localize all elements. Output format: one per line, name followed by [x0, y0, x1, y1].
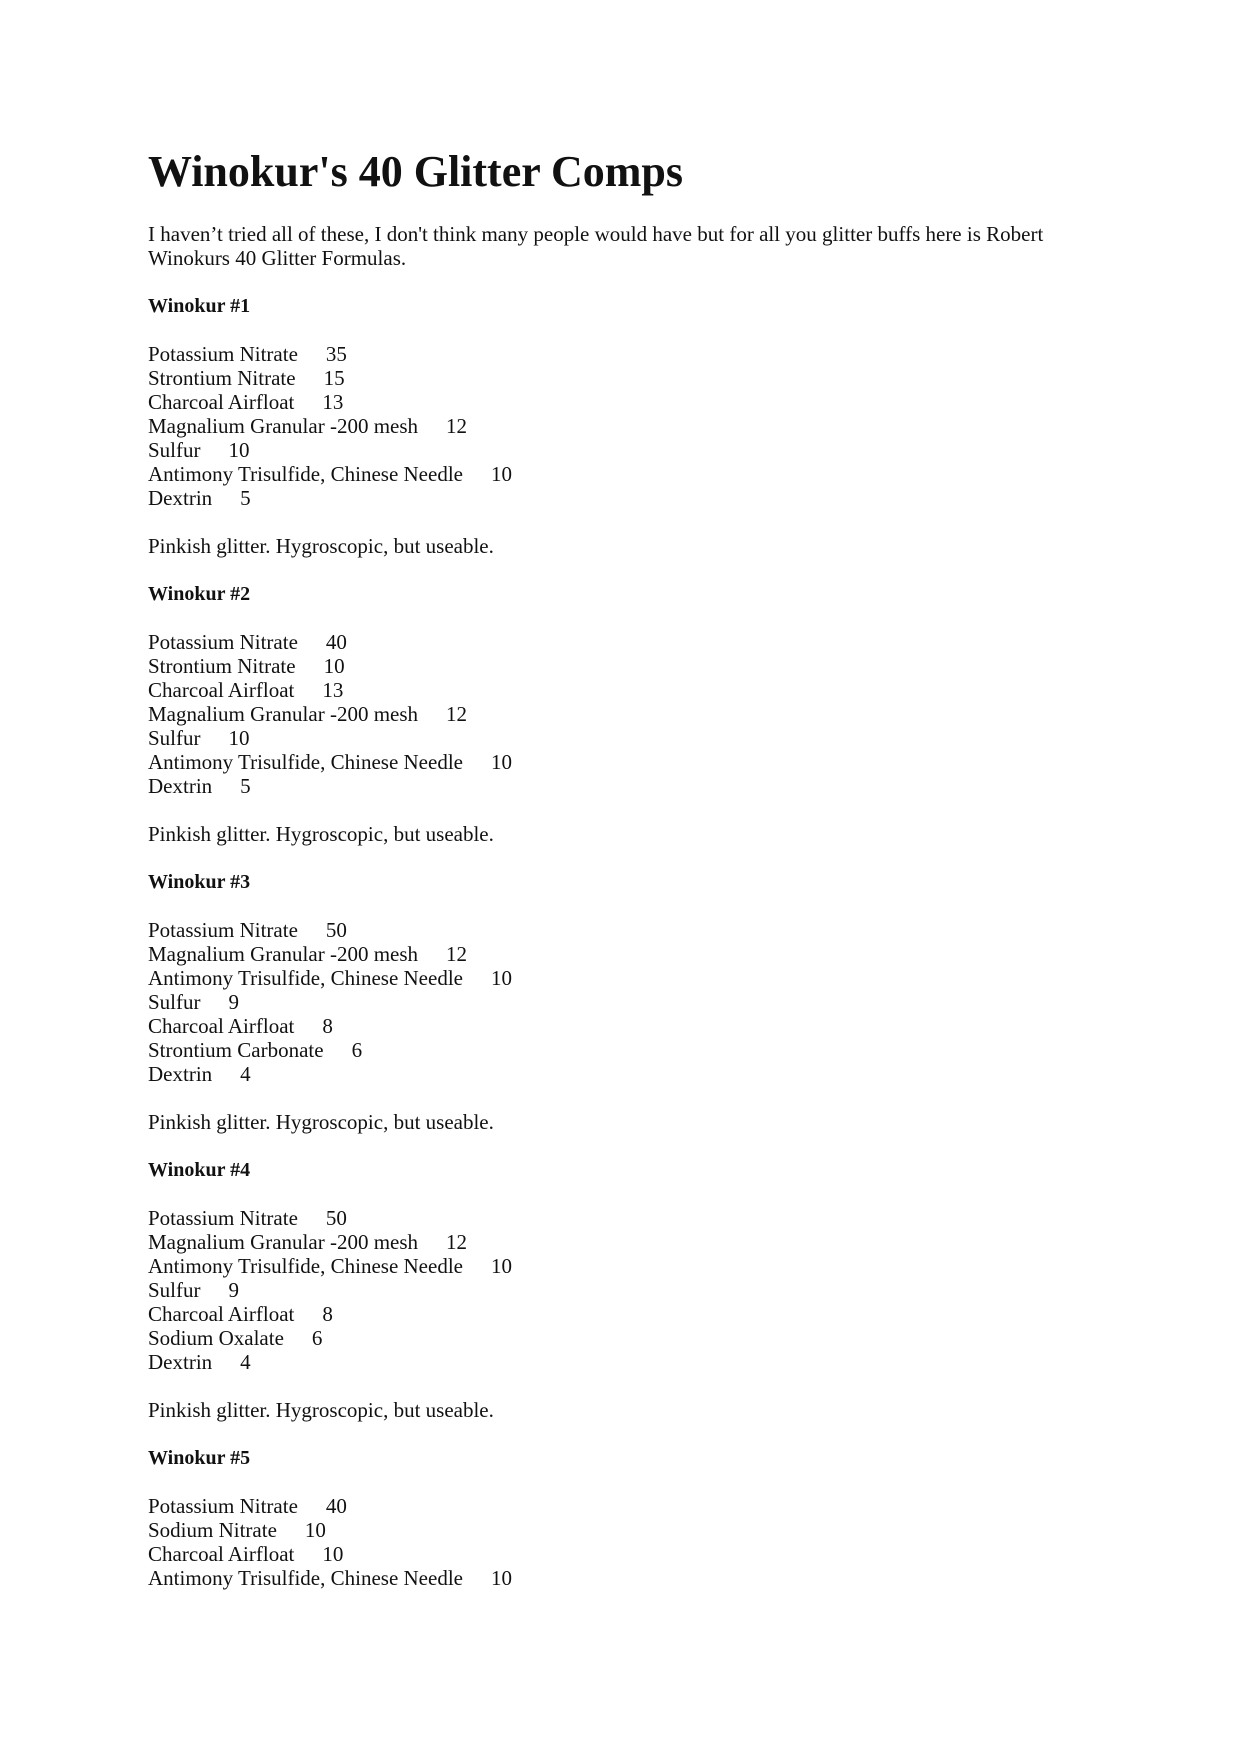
- ingredient-row: [148, 462, 1108, 486]
- formula-note: Pinkish glitter. Hygroscopic, but useable.: [148, 534, 494, 558]
- ingredient-amount: 6: [351, 1038, 363, 1062]
- formula-list: [148, 294, 1108, 1590]
- ingredient-name: Magnalium Granular -200 mesh: [148, 702, 419, 726]
- ingredient-amount: 5: [240, 486, 251, 510]
- ingredient-name: Antimony Trisulfide, Chinese Needle: [148, 966, 463, 990]
- ingredient-amount: 9: [228, 1278, 239, 1302]
- ingredient-amount: 10: [490, 1254, 512, 1278]
- ingredient-row: [148, 654, 1108, 678]
- ingredient-amount: 12: [446, 942, 468, 966]
- formula-section: [148, 1446, 1108, 1590]
- ingredient-row: [148, 1350, 1108, 1374]
- ingredient-name: Antimony Trisulfide, Chinese Needle: [148, 462, 463, 486]
- formula-title: Winokur #1: [148, 295, 251, 317]
- ingredient-row: [148, 630, 1108, 654]
- ingredient-name: Potassium Nitrate: [148, 918, 298, 942]
- ingredient-name: Strontium Nitrate: [148, 654, 296, 678]
- ingredient-name: Charcoal Airfloat: [148, 390, 295, 414]
- ingredient-amount: 9: [228, 990, 239, 1014]
- ingredient-amount: 12: [446, 414, 468, 438]
- ingredient-amount: 8: [322, 1302, 333, 1326]
- ingredient-amount: 40: [325, 630, 347, 654]
- ingredient-row: [148, 774, 1108, 798]
- ingredient-amount: 50: [325, 918, 347, 942]
- ingredient-name: Potassium Nitrate: [148, 1494, 298, 1518]
- ingredient-name: Sodium Nitrate: [148, 1518, 277, 1542]
- ingredient-name: Sodium Oxalate: [148, 1326, 284, 1350]
- ingredient-row: [148, 1518, 1108, 1542]
- ingredient-amount: 5: [240, 774, 251, 798]
- ingredient-name: Potassium Nitrate: [148, 1206, 298, 1230]
- ingredient-amount: 4: [240, 1350, 251, 1374]
- ingredient-amount: 12: [446, 1230, 468, 1254]
- ingredient-name: Dextrin: [148, 486, 213, 510]
- ingredient-row: [148, 990, 1108, 1014]
- ingredient-amount: 10: [323, 654, 345, 678]
- ingredient-row: [148, 1038, 1108, 1062]
- ingredient-row: [148, 390, 1108, 414]
- ingredient-name: Strontium Nitrate: [148, 366, 296, 390]
- ingredient-name: Charcoal Airfloat: [148, 1014, 295, 1038]
- intro-paragraph: I haven’t tried all of these, I don't think many people would have but for all you glitter buffs here is Robert Winokurs 40 Glitter Formulas.: [148, 222, 1044, 270]
- ingredient-amount: 10: [490, 462, 512, 486]
- ingredient-amount: 10: [304, 1518, 326, 1542]
- document-page: [148, 142, 1108, 1614]
- formula-section: [148, 870, 1108, 1134]
- ingredient-row: [148, 1494, 1108, 1518]
- ingredient-row: [148, 366, 1108, 390]
- ingredient-amount: 10: [228, 726, 250, 750]
- ingredient-row: [148, 1542, 1108, 1566]
- ingredient-row: [148, 918, 1108, 942]
- ingredient-name: Dextrin: [148, 1062, 213, 1086]
- ingredient-row: [148, 942, 1108, 966]
- ingredient-row: [148, 1254, 1108, 1278]
- ingredient-name: Magnalium Granular -200 mesh: [148, 1230, 419, 1254]
- ingredient-name: Charcoal Airfloat: [148, 1542, 295, 1566]
- ingredient-name: Magnalium Granular -200 mesh: [148, 942, 419, 966]
- ingredient-name: Antimony Trisulfide, Chinese Needle: [148, 1566, 463, 1590]
- ingredient-amount: 8: [322, 1014, 333, 1038]
- ingredient-name: Charcoal Airfloat: [148, 678, 295, 702]
- formula-title: Winokur #2: [148, 583, 251, 605]
- ingredient-amount: 13: [322, 390, 344, 414]
- ingredient-amount: 10: [490, 750, 512, 774]
- ingredient-list: [148, 342, 1108, 510]
- formula-title: Winokur #5: [148, 1447, 251, 1469]
- ingredient-row: [148, 966, 1108, 990]
- formula-note: Pinkish glitter. Hygroscopic, but useable.: [148, 822, 494, 846]
- ingredient-name: Magnalium Granular -200 mesh: [148, 414, 419, 438]
- ingredient-name: Potassium Nitrate: [148, 342, 298, 366]
- formula-section: [148, 1158, 1108, 1422]
- ingredient-row: [148, 486, 1108, 510]
- ingredient-name: Antimony Trisulfide, Chinese Needle: [148, 1254, 463, 1278]
- ingredient-row: [148, 1062, 1108, 1086]
- ingredient-row: [148, 342, 1108, 366]
- ingredient-amount: 10: [322, 1542, 344, 1566]
- formula-note: Pinkish glitter. Hygroscopic, but useable.: [148, 1110, 494, 1134]
- formula-section: [148, 294, 1108, 558]
- formula-title: Winokur #4: [148, 1159, 251, 1181]
- ingredient-row: [148, 726, 1108, 750]
- ingredient-amount: 6: [311, 1326, 323, 1350]
- ingredient-amount: 13: [322, 678, 344, 702]
- ingredient-row: [148, 1230, 1108, 1254]
- ingredient-row: [148, 1326, 1108, 1350]
- ingredient-row: [148, 1278, 1108, 1302]
- ingredient-row: [148, 414, 1108, 438]
- ingredient-name: Dextrin: [148, 1350, 213, 1374]
- ingredient-amount: 10: [490, 966, 512, 990]
- ingredient-amount: 15: [323, 366, 345, 390]
- ingredient-name: Sulfur: [148, 726, 201, 750]
- ingredient-amount: 40: [325, 1494, 347, 1518]
- ingredient-amount: 35: [325, 342, 347, 366]
- ingredient-list: [148, 630, 1108, 798]
- ingredient-list: [148, 1494, 1108, 1590]
- ingredient-name: Dextrin: [148, 774, 213, 798]
- ingredient-row: [148, 1566, 1108, 1590]
- ingredient-name: Sulfur: [148, 1278, 201, 1302]
- formula-section: [148, 582, 1108, 846]
- ingredient-name: Charcoal Airfloat: [148, 1302, 295, 1326]
- formula-note: Pinkish glitter. Hygroscopic, but useable.: [148, 1398, 494, 1422]
- ingredient-name: Sulfur: [148, 438, 201, 462]
- ingredient-name: Antimony Trisulfide, Chinese Needle: [148, 750, 463, 774]
- ingredient-amount: 50: [325, 1206, 347, 1230]
- ingredient-row: [148, 1206, 1108, 1230]
- ingredient-row: [148, 438, 1108, 462]
- page-title: Winokur's 40 Glitter Comps: [148, 147, 683, 196]
- ingredient-row: [148, 1014, 1108, 1038]
- ingredient-row: [148, 678, 1108, 702]
- ingredient-amount: 10: [228, 438, 250, 462]
- ingredient-list: [148, 918, 1108, 1086]
- ingredient-amount: 4: [240, 1062, 251, 1086]
- formula-title: Winokur #3: [148, 871, 251, 893]
- ingredient-amount: 12: [446, 702, 468, 726]
- ingredient-row: [148, 750, 1108, 774]
- ingredient-name: Strontium Carbonate: [148, 1038, 324, 1062]
- ingredient-name: Potassium Nitrate: [148, 630, 298, 654]
- ingredient-list: [148, 1206, 1108, 1374]
- ingredient-name: Sulfur: [148, 990, 201, 1014]
- ingredient-amount: 10: [490, 1566, 512, 1590]
- ingredient-row: [148, 1302, 1108, 1326]
- ingredient-row: [148, 702, 1108, 726]
